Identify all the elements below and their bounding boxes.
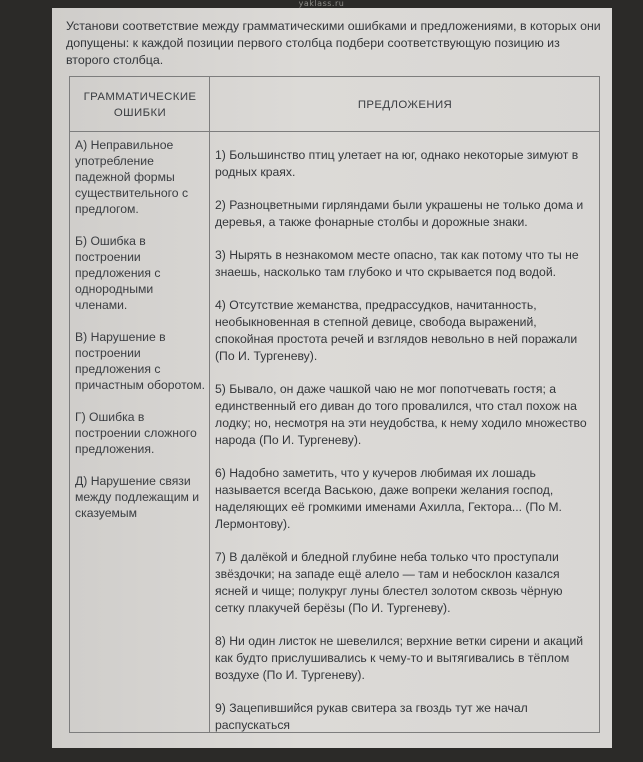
sentence-item-1: 1) Большинство птиц улетает на юг, однако некоторые зимуют в родных краях. xyxy=(215,148,579,179)
sentence-item-3: 3) Нырять в незнакомом месте опасно, так как потому что ты не знаешь, насколько там глубоко и что скрывается под водой. xyxy=(215,248,579,279)
sentence-item-7: 7) В далёкой и бледной глубине неба только что проступали звёздочки; на западе ещё алело — там и небосклон казался ясней и чище; полукруг луны блестел золотом сквозь чёрную сетку плакучей берёзы (По И. Тургеневу). xyxy=(215,550,563,615)
task-sheet xyxy=(52,8,612,748)
sentence-item-2: 2) Разноцветными гирляндами были украшены не только дома и деревья, а также фонарные столбы и дорожные знаки. xyxy=(215,198,584,229)
error-item-g: Г) Ошибка в построении сложного предложения. xyxy=(75,410,197,456)
column-divider xyxy=(209,77,210,732)
matching-table xyxy=(69,76,600,733)
task-instruction: Установи соответствие между грамматическими ошибками и предложениями, в которых они допущены: к каждой позиции первого столбца подбери соответствующую позицию из второго столбца. xyxy=(66,19,601,67)
sentence-item-9: 9) Зацепившийся рукав свитера за гвоздь тут же начал распускаться xyxy=(215,701,528,732)
sentence-item-4: 4) Отсутствие жеманства, предрассудков, начитанность, необыкновенная в степной девице, свобода выражений, спокойная простота речей и взглядов невольно в ней поражали (По И. Тургеневу). xyxy=(215,298,578,363)
sentence-item-8: 8) Ни один листок не шевелился; верхние ветки сирени и акаций как будто прислушивались к чему-то и вытягивались в тёплом воздухе (По И. Тургеневу). xyxy=(215,634,584,682)
error-item-a: А) Неправильное употребление падежной формы существительного с предлогом. xyxy=(75,138,189,216)
errors-column xyxy=(75,137,208,537)
header-sentences: ПРЕДЛОЖЕНИЯ xyxy=(357,99,453,111)
error-item-v: В) Нарушение в построении предложения с причастным оборотом. xyxy=(75,330,206,392)
sentences-column xyxy=(215,147,595,750)
header-divider xyxy=(70,131,599,132)
site-watermark: yaklass.ru xyxy=(298,0,345,8)
sentence-item-5: 5) Бывало, он даже чашкой чаю не мог попотчевать гостя; а единственный его диван до того провалился, что стал похож на лодку; но, несмотря на эти неудобства, к нему ходило множество народа (По И. Тургеневу). xyxy=(215,382,587,447)
error-item-d: Д) Нарушение связи между подлежащим и сказуемым xyxy=(75,474,200,520)
header-errors: ГРАММАТИЧЕСКИЕ ОШИБКИ xyxy=(83,91,197,119)
sentence-item-6: 6) Надобно заметить, что у кучеров любимая их лошадь называется всегда Ваською, даже вопреки желания господ, наделяющих её громкими именами Ахилла, Гектора... (По М. Лермонтову). xyxy=(215,466,562,531)
error-item-b: Б) Ошибка в построении предложения с однородными членами. xyxy=(75,234,161,312)
